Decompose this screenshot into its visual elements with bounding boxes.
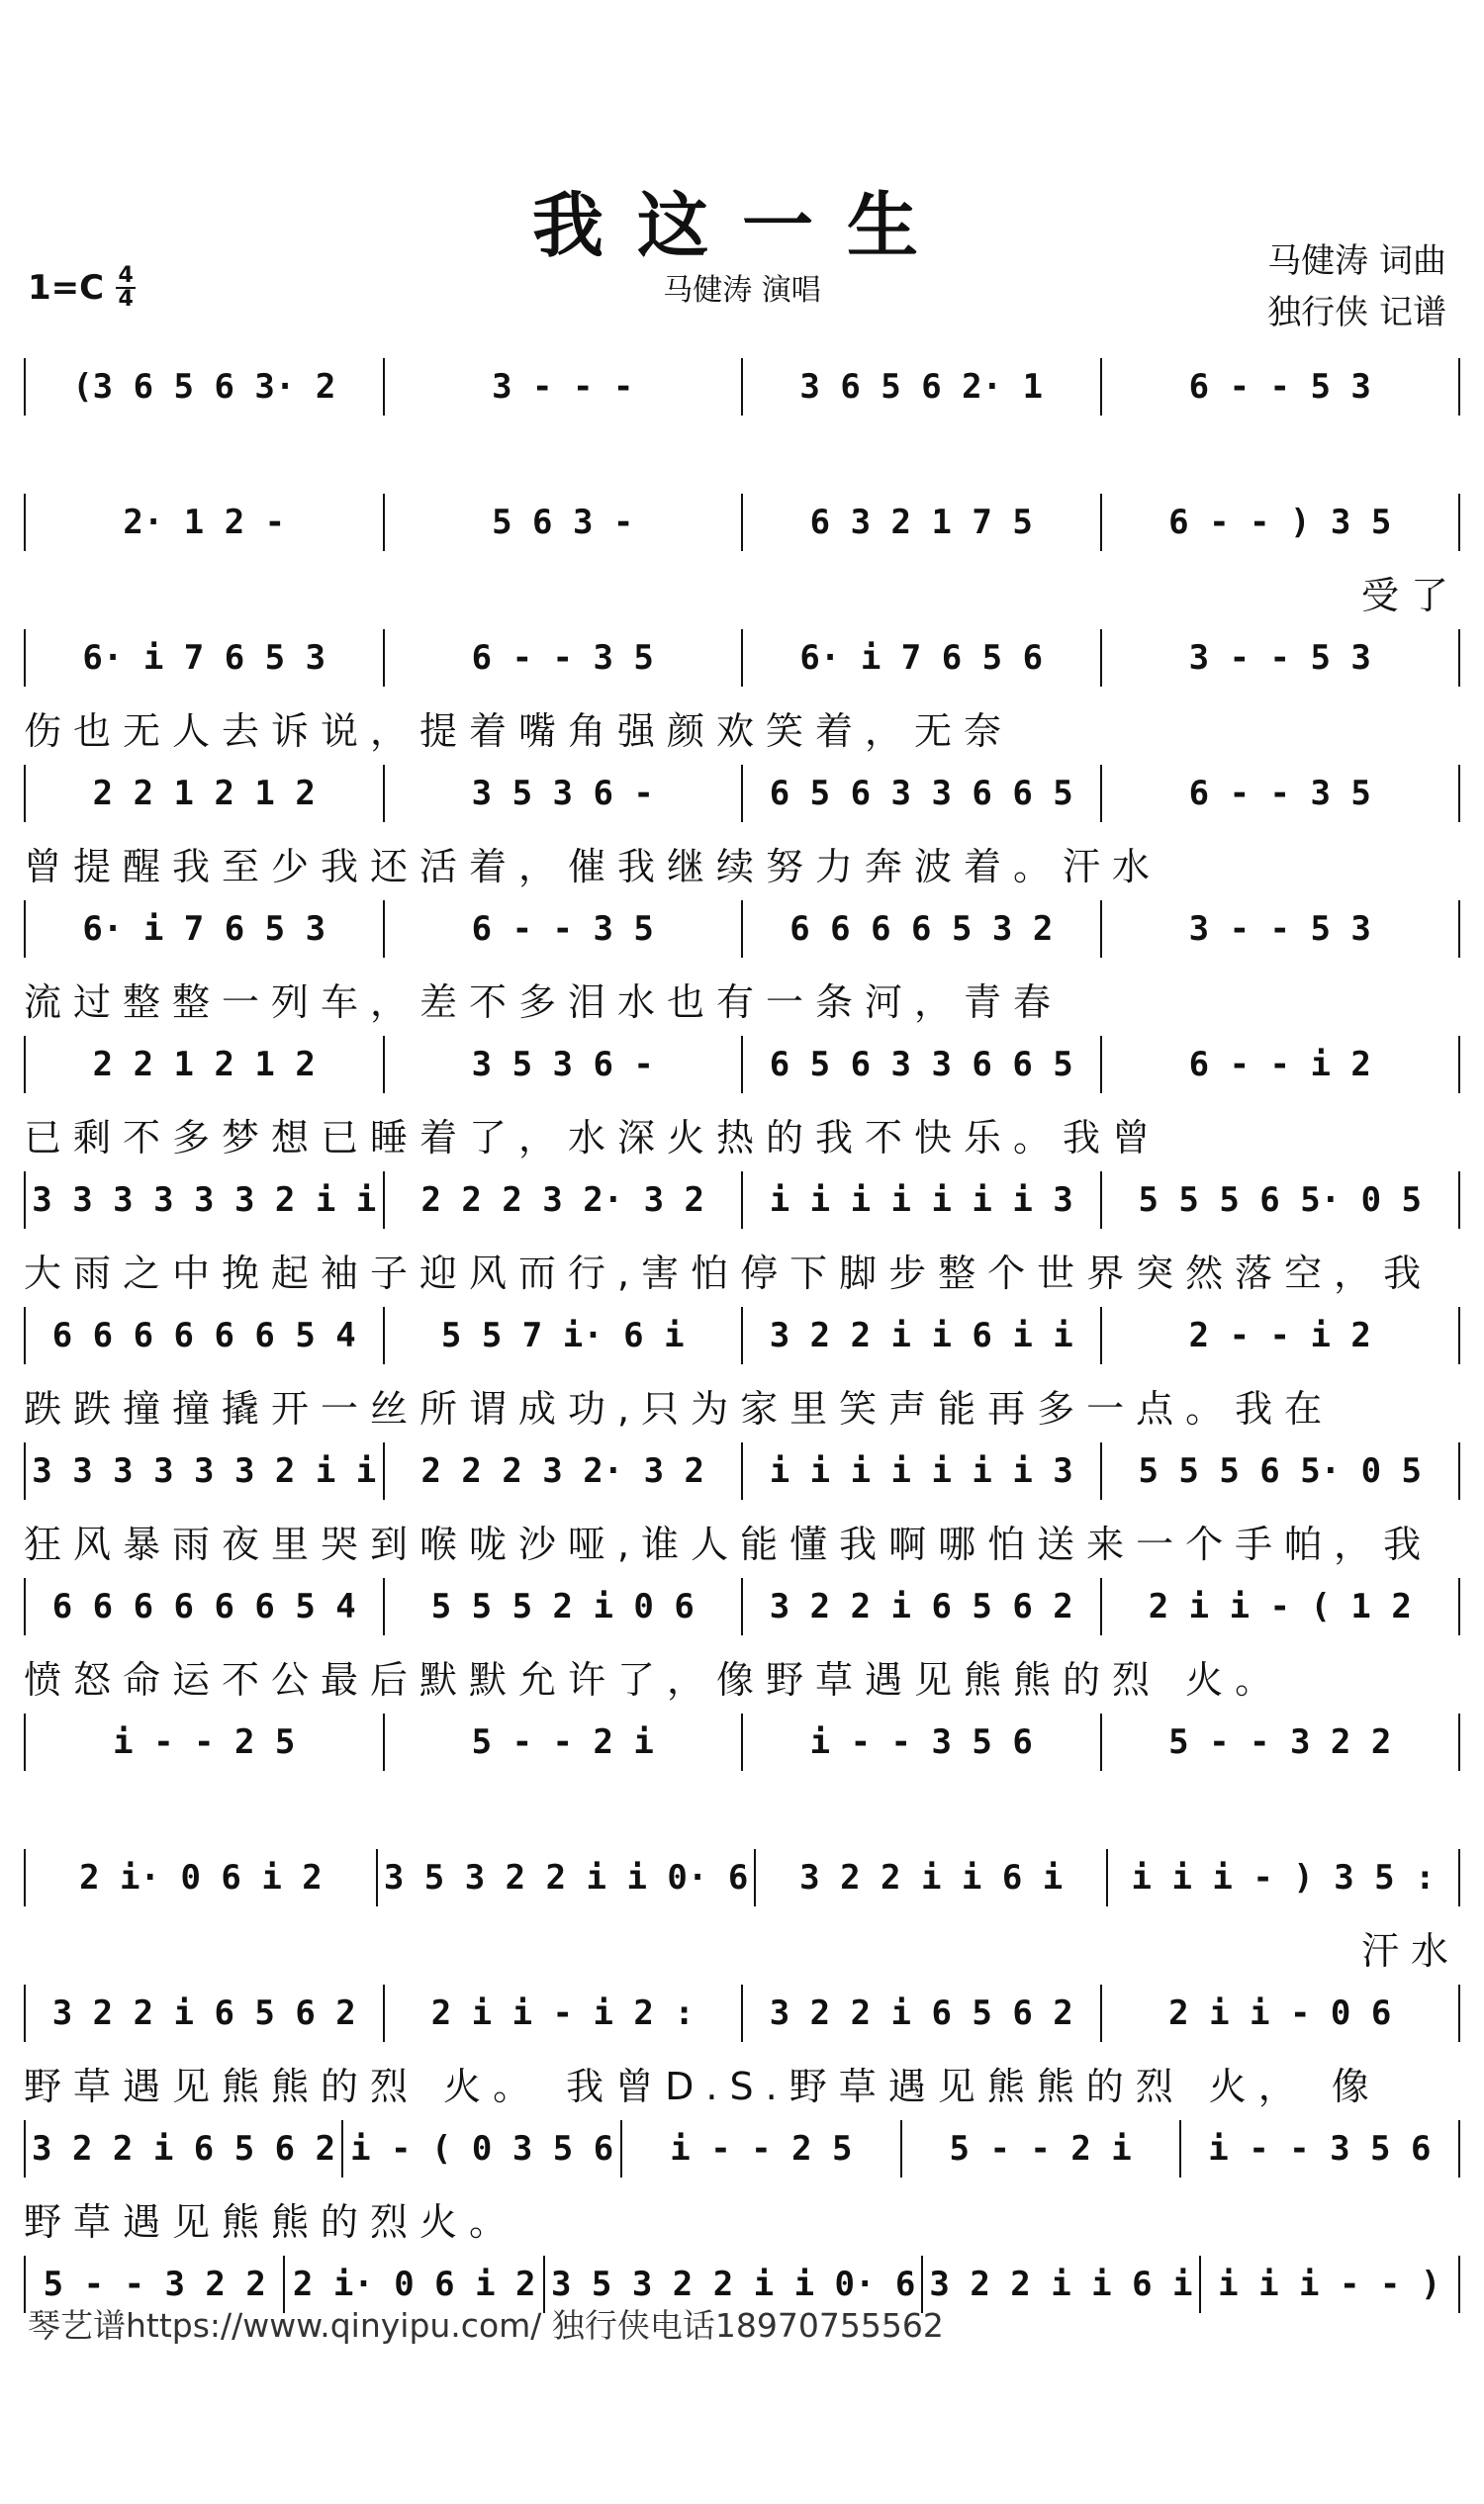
key-label: 1=C [28, 268, 105, 308]
measure: i - - 3 5 6 [809, 1722, 1033, 1762]
measure: 5 5 5 6 5· 0 5 [1138, 1451, 1423, 1491]
lyric-line: 伤也无人去诉说，提着嘴角强颜欢笑着，无奈 [24, 709, 1014, 753]
score-system [24, 1295, 1460, 1431]
notation-line [24, 1305, 1460, 1366]
footer-source: 琴艺谱https://www.qinyipu.com/ 独行侠电话18970755562 [28, 2306, 944, 2345]
measure: 3 2 2 i 6 5 6 2 [51, 1994, 356, 2033]
measure: 3 5 3 2 2 i i 0· 6 [550, 2265, 916, 2304]
measure: 5 - - 3 2 2 [43, 2265, 266, 2304]
barline [1458, 1442, 1460, 1500]
barline [1458, 1985, 1460, 2042]
lyric-line: 跌跌撞撞撬开一丝所谓成功,只为家里笑声能再多一点。我在 [24, 1387, 1335, 1431]
measure: (3 6 5 6 3· 2 [72, 367, 336, 407]
lyric-line: 受了 [1360, 574, 1460, 617]
notation-line [24, 1169, 1460, 1231]
lyric-line: 大雨之中挽起袖子迎风而行,害怕停下脚步整个世界突然落空，我 [24, 1252, 1434, 1295]
measure: 5 5 5 6 5· 0 5 [1138, 1180, 1423, 1220]
score-system [24, 1431, 1460, 1566]
notation-line [24, 492, 1460, 553]
measure: 2· 1 2 - [123, 503, 286, 542]
measure: 2 2 2 3 2· 3 2 [420, 1180, 705, 1220]
score-system [24, 346, 1460, 482]
barline [1458, 1171, 1460, 1229]
barline [1458, 1714, 1460, 1771]
measure: 6 - - 5 3 [1188, 367, 1371, 407]
score-system [24, 1566, 1460, 1702]
key-signature [28, 265, 136, 311]
measure: 6 - - i 2 [1188, 1045, 1371, 1084]
lyric-line: 曾提醒我至少我还活着，催我继续努力奔波着。汗水 [24, 845, 1162, 888]
measure: 6 6 6 6 5 3 2 [789, 909, 1054, 949]
measure: i - - 3 5 6 [1208, 2129, 1432, 2169]
time-sig-bottom: 4 [118, 287, 134, 312]
measure: 3 2 2 i 6 5 6 2 [32, 2129, 336, 2169]
notation-line [24, 898, 1460, 960]
measure: 2 i i - i 2 : [430, 1994, 695, 2033]
measure: i i i i i i i 3 [769, 1451, 1073, 1491]
lyric-line: 狂风暴雨夜里哭到喉咙沙哑,谁人能懂我啊哪怕送来一个手帕，我 [24, 1523, 1434, 1566]
measure: 6 6 6 6 6 6 5 4 [51, 1587, 356, 1626]
measure: 5 5 5 2 i 0 6 [430, 1587, 695, 1626]
notation-line [24, 1034, 1460, 1095]
measure: 3 2 2 i 6 5 6 2 [769, 1587, 1073, 1626]
measure: 3 5 3 6 - [471, 774, 654, 813]
notation-line [24, 627, 1460, 689]
score-system [24, 753, 1460, 888]
barline [1458, 2120, 1460, 2178]
lyric-line: 愤怒命运不公最后默默允许了，像野草遇见熊熊的烈 火。 [24, 1658, 1285, 1702]
measure: 3 - - - [492, 367, 634, 407]
measure: 3 3 3 3 3 3 2 i i [32, 1180, 377, 1220]
measure: 2 2 2 3 2· 3 2 [420, 1451, 705, 1491]
measure: 5 - - 2 i [471, 1722, 654, 1762]
measure: 3 - - 5 3 [1188, 638, 1371, 678]
measure: 3 3 3 3 3 3 2 i i [32, 1451, 377, 1491]
measure: 3 2 2 i i 6 i [929, 2265, 1193, 2304]
score-system [24, 1837, 1460, 1973]
score-system [24, 1159, 1460, 1295]
measure: 3 5 3 6 - [471, 1045, 654, 1084]
measure: 2 i· 0 6 i 2 [292, 2265, 536, 2304]
score-system [24, 2108, 1460, 2244]
measure: 3 2 2 i 6 5 6 2 [769, 1994, 1073, 2033]
notation-line [24, 2118, 1460, 2179]
measure: 3 2 2 i i 6 i [799, 1858, 1064, 1898]
song-title: 我这一生 [531, 183, 952, 267]
barline [1458, 1849, 1460, 1906]
barline [1458, 2256, 1460, 2313]
measure: i i i - ) 3 5 : [1131, 1858, 1436, 1898]
measure: 3 5 3 2 2 i i 0· 6 [383, 1858, 749, 1898]
lyric-line: 野草遇见熊熊的烈 火。 我曾D.S.野草遇见熊熊的烈 火， 像 [24, 2065, 1381, 2108]
measure: 5 - - 3 2 2 [1168, 1722, 1392, 1762]
credits-block [1267, 235, 1446, 338]
measure: 6 - - ) 3 5 [1168, 503, 1392, 542]
barline [1458, 1307, 1460, 1364]
measure: i - - 2 5 [113, 1722, 296, 1762]
measure: i - ( 0 3 5 6 [350, 2129, 614, 2169]
measure: 6· i 7 6 5 3 [82, 638, 326, 678]
notation-line [24, 1712, 1460, 1773]
measure: 3 2 2 i i 6 i i [769, 1316, 1073, 1355]
barline [1458, 494, 1460, 551]
measure: 6 - - 3 5 [471, 638, 654, 678]
score-system [24, 1973, 1460, 2108]
measure: 2 i i - ( 1 2 [1148, 1587, 1412, 1626]
measure: 5 5 7 i· 6 i [440, 1316, 685, 1355]
performer-credit: 马健涛 演唱 [663, 273, 821, 308]
score-body [24, 346, 1460, 2379]
notation-line [24, 1576, 1460, 1637]
measure: 3 6 5 6 2· 1 [799, 367, 1044, 407]
measure: 6 - - 3 5 [471, 909, 654, 949]
measure: 2 - - i 2 [1188, 1316, 1371, 1355]
measure: 6 3 2 1 7 5 [809, 503, 1033, 542]
measure: 2 2 1 2 1 2 [92, 1045, 316, 1084]
score-system [24, 1702, 1460, 1837]
barline [1458, 1036, 1460, 1093]
time-signature [116, 265, 136, 311]
credit-transcriber: 独行侠 记谱 [1267, 293, 1446, 332]
barline [1458, 629, 1460, 687]
measure: i - - 2 5 [670, 2129, 853, 2169]
notation-line [24, 763, 1460, 824]
score-system [24, 1024, 1460, 1159]
measure: 5 - - 2 i [949, 2129, 1132, 2169]
barline [1458, 358, 1460, 416]
measure: 6· i 7 6 5 6 [799, 638, 1044, 678]
notation-line [24, 1847, 1460, 1908]
barline [1458, 900, 1460, 958]
lyric-line: 流过整整一列车，差不多泪水也有一条河，青春 [24, 980, 1064, 1024]
measure: 2 i i - 0 6 [1168, 1994, 1392, 2033]
lyric-line: 已剩不多梦想已睡着了，水深火热的我不快乐。我曾 [24, 1116, 1162, 1159]
score-system [24, 482, 1460, 617]
notation-line [24, 1983, 1460, 2044]
measure: i i i - - ) [1218, 2265, 1441, 2304]
measure: i i i i i i i 3 [769, 1180, 1073, 1220]
barline [1458, 1578, 1460, 1635]
measure: 6 - - 3 5 [1188, 774, 1371, 813]
measure: 6 5 6 3 3 6 6 5 [769, 774, 1073, 813]
lyric-line: 野草遇见熊熊的烈火。 [24, 2200, 519, 2244]
lyric-line: 汗水 [1360, 1929, 1460, 1973]
score-system [24, 888, 1460, 1024]
score-system [24, 617, 1460, 753]
measure: 2 2 1 2 1 2 [92, 774, 316, 813]
measure: 3 - - 5 3 [1188, 909, 1371, 949]
measure: 6 5 6 3 3 6 6 5 [769, 1045, 1073, 1084]
notation-line [24, 356, 1460, 417]
credit-words-music: 马健涛 词曲 [1267, 241, 1446, 281]
notation-line [24, 1440, 1460, 1502]
time-sig-top: 4 [118, 263, 134, 288]
barline [1458, 765, 1460, 822]
measure: 6 6 6 6 6 6 5 4 [51, 1316, 356, 1355]
measure: 2 i· 0 6 i 2 [79, 1858, 323, 1898]
measure: 5 6 3 - [492, 503, 634, 542]
measure: 6· i 7 6 5 3 [82, 909, 326, 949]
